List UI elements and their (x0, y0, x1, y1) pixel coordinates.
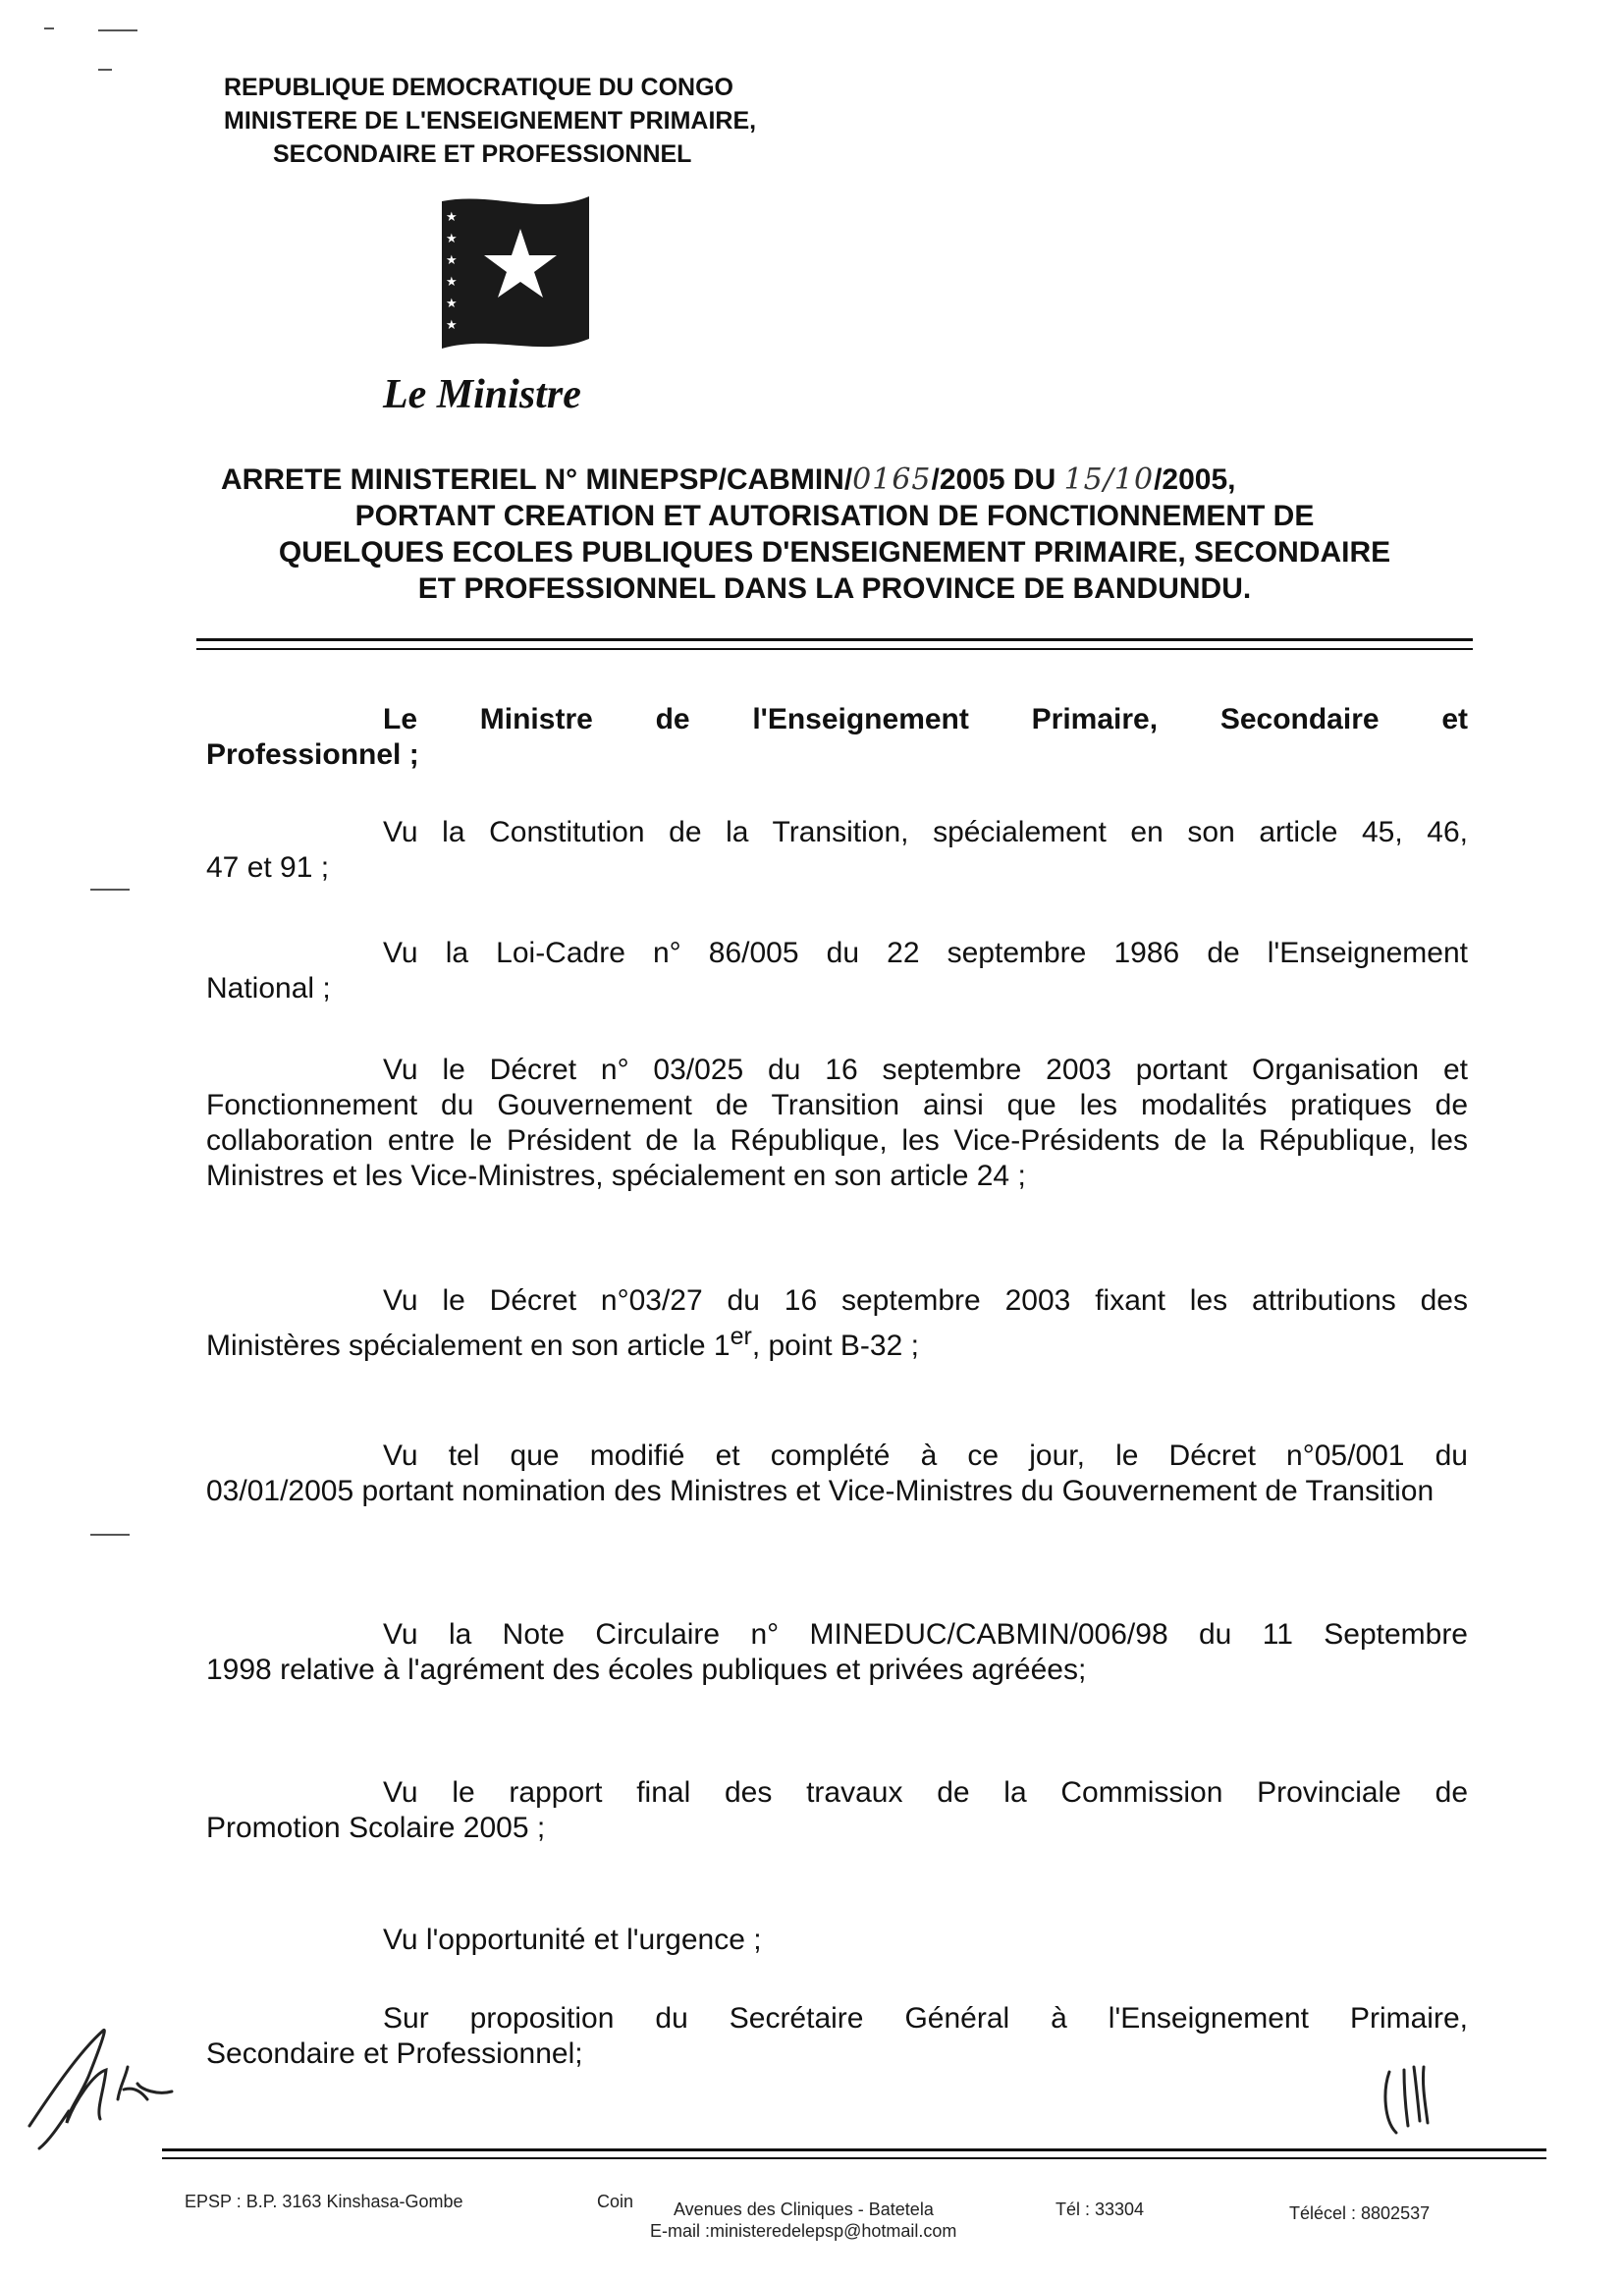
footer-address: EPSP : B.P. 3163 Kinshasa-Gombe (185, 2192, 463, 2211)
paragraph-rest: Promotion Scolaire 2005 ; (206, 1812, 546, 1844)
margin-mark (90, 1534, 130, 1536)
minister-label: Le Ministre (383, 372, 581, 417)
decree-number-handwritten: 0165 (852, 462, 932, 497)
paragraph-decret-05-001 (206, 1439, 1468, 1509)
signature-initials-icon (10, 1993, 187, 2150)
paragraph-rest: Professionnel ; (206, 738, 419, 771)
svg-text:★: ★ (446, 297, 458, 311)
paragraph-first-line: Vu le Décret n°03/27 du 16 septembre 2003 fixant les attributions des (383, 1284, 1468, 1317)
letterhead-ministry-cont: SECONDAIRE ET PROFESSIONNEL (273, 140, 692, 168)
margin-mark (90, 889, 130, 891)
paragraph-rest: 03/01/2005 portant nomination des Ministres et Vice-Ministres du Gouvernement de Transition (206, 1475, 1435, 1507)
paragraph-first-line: Vu le rapport final des travaux de la Commission Provinciale de (383, 1776, 1468, 1809)
footer-telecel: Télécel : 8802537 (1289, 2203, 1431, 2223)
svg-text:★: ★ (446, 232, 458, 246)
decree-title-line4: ET PROFESSIONNEL DANS LA PROVINCE DE BANDUNDU. (417, 572, 1252, 605)
paragraph-first-line: Vu la Constitution de la Transition, spécialement en son article 45, 46, (383, 816, 1468, 848)
footer-avenues: Avenues des Cliniques - Batetela (674, 2200, 934, 2219)
title-divider (196, 638, 1473, 641)
paragraph-rest: 47 et 91 ; (206, 851, 330, 884)
decree-date-handwritten: 15/10 (1063, 462, 1155, 497)
paragraph-rest: Fonctionnement du Gouvernement de Transition ainsi que les modalités pratiques de collaboration entre le Président de la République, les Vice-Présidents de la République, les Ministres et les Vice-Ministres, spécialement en son article 24 ; (206, 1089, 1468, 1192)
paragraph-decret-03-025 (206, 1053, 1468, 1194)
paragraph-opportunite (206, 1923, 1468, 1958)
title-divider (196, 648, 1473, 650)
decree-title-suffix: /2005, (1154, 463, 1236, 496)
paragraph-rest: National ; (206, 972, 331, 1005)
decree-number-prefix: ARRETE MINISTERIEL N° MINEPSP/CABMIN/ (221, 463, 853, 496)
paragraph-rest: Secondaire et Professionnel; (206, 2037, 583, 2070)
preamble-paragraph (206, 702, 1468, 773)
svg-text:★: ★ (446, 253, 458, 268)
footer-coin: Coin (597, 2192, 634, 2211)
decree-title-line2: PORTANT CREATION ET AUTORISATION DE FONCTIONNEMENT DE (354, 500, 1315, 532)
decree-title (196, 462, 1473, 607)
paragraph-note-circulaire (206, 1617, 1468, 1688)
footer-email: E-mail :ministeredelepsp@hotmail.com (650, 2221, 957, 2241)
scan-mark (98, 69, 112, 71)
paragraph-loi-cadre (206, 936, 1468, 1006)
flag-emblem-icon (434, 191, 591, 358)
footer-divider (162, 2148, 1546, 2151)
paragraph-first-line: Vu l'opportunité et l'urgence ; (383, 1924, 762, 1956)
footer-telephone: Tél : 33304 (1056, 2200, 1145, 2219)
letterhead-ministry: MINISTERE DE L'ENSEIGNEMENT PRIMAIRE, (224, 107, 757, 135)
paragraph-constitution (206, 815, 1468, 886)
scan-mark (98, 29, 137, 31)
paragraph-first-line: Vu la Loi-Cadre n° 86/005 du 22 septembre 1986 de l'Enseignement (383, 937, 1468, 969)
paragraph-rest: 1998 relative à l'agrément des écoles publiques et privées agréées; (206, 1654, 1087, 1686)
paragraph-first-line: Sur proposition du Secrétaire Général à l'Enseignement Primaire, (383, 2002, 1468, 2035)
paragraph-first-line: Vu la Note Circulaire n° MINEDUC/CABMIN/006/98 du 11 Septembre (383, 1618, 1468, 1651)
paragraph-proposition (206, 2001, 1468, 2072)
scan-mark (44, 27, 54, 29)
svg-text:★: ★ (446, 318, 458, 333)
paragraph-first-line: Vu tel que modifié et complété à ce jour, le Décret n°05/001 du (383, 1439, 1468, 1472)
decree-title-middle: /2005 DU (931, 463, 1064, 496)
paragraph-rapport-final (206, 1775, 1468, 1846)
decree-title-line1 (196, 462, 1473, 498)
svg-text:★: ★ (446, 210, 458, 225)
svg-text:★: ★ (446, 275, 458, 290)
decree-title-line3: QUELQUES ECOLES PUBLIQUES D'ENSEIGNEMENT PRIMAIRE, SECONDAIRE (278, 536, 1391, 569)
paragraph-decret-03-27 (206, 1283, 1468, 1364)
paragraph-rest: Ministères spécialement en son article 1er, point B-32 ; (206, 1323, 919, 1362)
paragraph-first-line: Vu le Décret n° 03/025 du 16 septembre 2003 portant Organisation et (383, 1054, 1468, 1086)
paraph-initial-icon (1375, 2052, 1453, 2141)
paragraph-first-line: Le Ministre de l'Enseignement Primaire, Secondaire et (383, 703, 1468, 735)
footer-divider (162, 2157, 1546, 2159)
letterhead-country: REPUBLIQUE DEMOCRATIQUE DU CONGO (224, 74, 733, 101)
letterhead (224, 71, 756, 171)
